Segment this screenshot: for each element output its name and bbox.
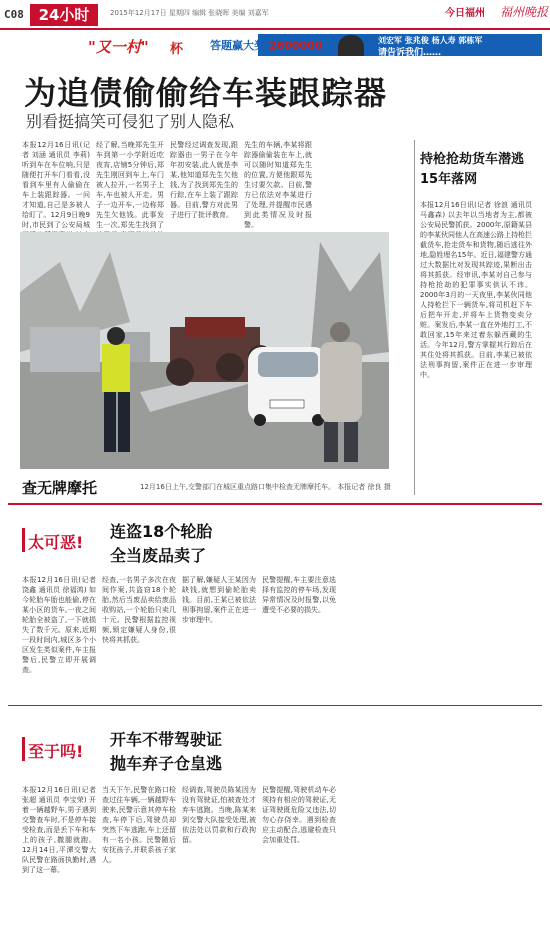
ad-title: "又一村" bbox=[88, 38, 149, 56]
brand-text: 今日福州 bbox=[445, 8, 485, 19]
story3-column-4: 民警提醒,驾驶机动车必须持有相应的驾驶证,无证驾驶既危险又违法,切勿心存侥幸。遇到检查应主动配合,逃避检查只会加重处罚。 bbox=[262, 786, 336, 844]
photo-illustration bbox=[20, 232, 389, 469]
ad-title-suffix: 杯 bbox=[170, 42, 184, 57]
ad-slogan: 请告诉我们…… bbox=[378, 48, 442, 58]
story2-column-1: 本报12月16日讯(记者 饶鑫 通讯员 徐福鸿) 如今轮胎车胎也能偷,停在某小区的货车,一夜之间轮胎全被盗了,一下就损失了数千元。原来,近期一段时间内,城区多个小区发生类似案件,车主报警后,民警立即开展调查。 bbox=[22, 576, 96, 674]
tow-truck-photo bbox=[20, 232, 389, 469]
ad-person-photo bbox=[338, 35, 364, 56]
story2-headline-1: 连盗18个轮胎 bbox=[110, 522, 213, 541]
newspaper-logo: 福州晚报 bbox=[500, 5, 549, 19]
story2-column-4: 民警提醒,车主要注意选择有监控的停车场,发现异常情况及时报警,以免遭受不必要的损失。 bbox=[262, 576, 336, 614]
ad-prize bbox=[210, 37, 322, 53]
lead-column-1: 本报12月16日讯(记者 刘涵 通讯员 李莉) 听到车在车位响,只是随便打开车门看看,没看到车里有人偷偷在车上装跟踪器。一问才知道,自己是多被人给盯了。12月9日晚9时,市民到了公安局城 bbox=[22, 141, 90, 229]
side-divider bbox=[414, 140, 415, 495]
side-body: 本报12月16日讯(记者 徐浪 通讯员 马鑫森) 以去年以当地者为主,都被公安局民警抓获。2000年,原籍某县的李某伙同他人在高速公路上持枪拦截货车,抢走货车和货物,随后逃往外地,隐姓埋名15年。近日,福建警方通过大数据比对发现其踪迹,果断出击将其抓获。经审讯,李某对自己参与持枪抢劫的犯罪事实供认不讳。2000年3月的一天夜里,李某伙同他人持枪拦下一辆货车,将司机赶下车后把车开走,并将车上货物变卖分赃。案发后,李某一直在外地打工,不敢回家,15年来过着东躲西藏的生活。今年12月,警方掌握其行踪后在其住处将其抓获。目前,李某已被依法刑事拘留,案件正在进一步审理中。 bbox=[420, 201, 532, 379]
story2-headline-2: 全当废品卖了 bbox=[110, 546, 207, 565]
photo-caption: 12月16日上午,交警部门在城区重点路口集中检查无牌摩托车。 本报记者 徐良 摄 bbox=[140, 483, 391, 491]
story2-column-2: 经查,一名男子多次在夜间作案,共盗窃18个轮胎,然后当废品卖给废品收购站,一个轮胎只卖几十元。民警根据监控视频,锁定嫌疑人身份,很快将其抓获。 bbox=[102, 576, 176, 644]
lead-column-2: 经了解,当晚郑先生开车到第一小学附近吃夜宵,店铺5分钟后,郑先生刚回到车上,车门被人拉开,一名男子上车,车也被人开走。男子一边开车,一边称郑先生欠他钱。此事发生一次,郑先生找到了 bbox=[96, 141, 164, 229]
story3-kicker: 至于吗! bbox=[28, 742, 84, 761]
lead-subhead: 别看挺搞笑可侵犯了别人隐私 bbox=[26, 112, 235, 131]
lead-column-3: 民警经过调查发现,跟踪器由一男子在今年年初安装,此人就是李某,他知道郑先生欠他钱,为了找到郑先生的行踪,在车上装了跟踪器。目前,警方对此男子进行了批评教育。 bbox=[170, 141, 238, 219]
story2-column-3: 据了解,嫌疑人王某因为缺钱,就想到偷轮胎卖钱。目前,王某已被依法刑事拘留,案件正在进一步审理中。 bbox=[182, 576, 256, 624]
ad-prize-label: 答题赢大奖 bbox=[210, 39, 265, 52]
section-divider bbox=[8, 503, 542, 505]
section-divider-2 bbox=[8, 705, 542, 706]
story3-column-3: 经调查,驾驶员陈某因为没有驾驶证,怕被查处才弃车逃跑。当晚,陈某来到交警大队接受处理,被依法处以罚款和行政拘留。 bbox=[182, 786, 256, 844]
lead-headline: 为追债偷偷给车装跟踪器 bbox=[24, 74, 388, 112]
side-headline: 持枪抢劫货车潜逃15年落网 bbox=[420, 152, 525, 187]
story3-column-2: 当天下午,民警在路口检查过往车辆,一辆越野车驶来,民警示意其停车检查,车停下后,驾驶员却突然下车逃跑,车上还留有一名小孩。民警随后安抚孩子,并联系孩子家人。 bbox=[102, 786, 176, 864]
page-number: C08 bbox=[4, 8, 24, 21]
issue-meta: 2015年12月17日 星期四 编辑 张晓晖 美编 刘嘉军 bbox=[110, 9, 269, 17]
story3-headline-2: 抛车弃子仓皇逃 bbox=[110, 754, 223, 773]
story3-headline-1: 开车不带驾驶证 bbox=[110, 730, 223, 749]
section-label: 24小时 bbox=[30, 4, 98, 26]
ad-prize-value: 2600000 bbox=[268, 39, 323, 52]
ad-banner[interactable] bbox=[8, 34, 542, 56]
lead-column-4: 先生的车辆,李某将跟踪器偷偷装在车上,就可以随时知道郑先生的位置,方便他跟郑先生讨要欠款。目前,警方已依法对李某进行了处理,并提醒市民遇到此类情况及时报警。 bbox=[244, 141, 312, 229]
photo-caption-title: 查无牌摩托 bbox=[22, 479, 98, 497]
story2-kicker: 太可恶! bbox=[28, 533, 84, 552]
ad-names: 刘宏军 张兆俊 杨人寿 郭栋军 bbox=[378, 36, 483, 45]
story3-column-1: 本报12月16日讯(记者 张超 通讯员 李宝荣) 开着一辆越野车,男子遇到交警查车时,不是停车接受检查,而是丢下车和车上的孩子,撒腿就跑。12月14日,平潭交警大队民警在路面执勤时,遇到了这一幕。 bbox=[22, 786, 96, 874]
